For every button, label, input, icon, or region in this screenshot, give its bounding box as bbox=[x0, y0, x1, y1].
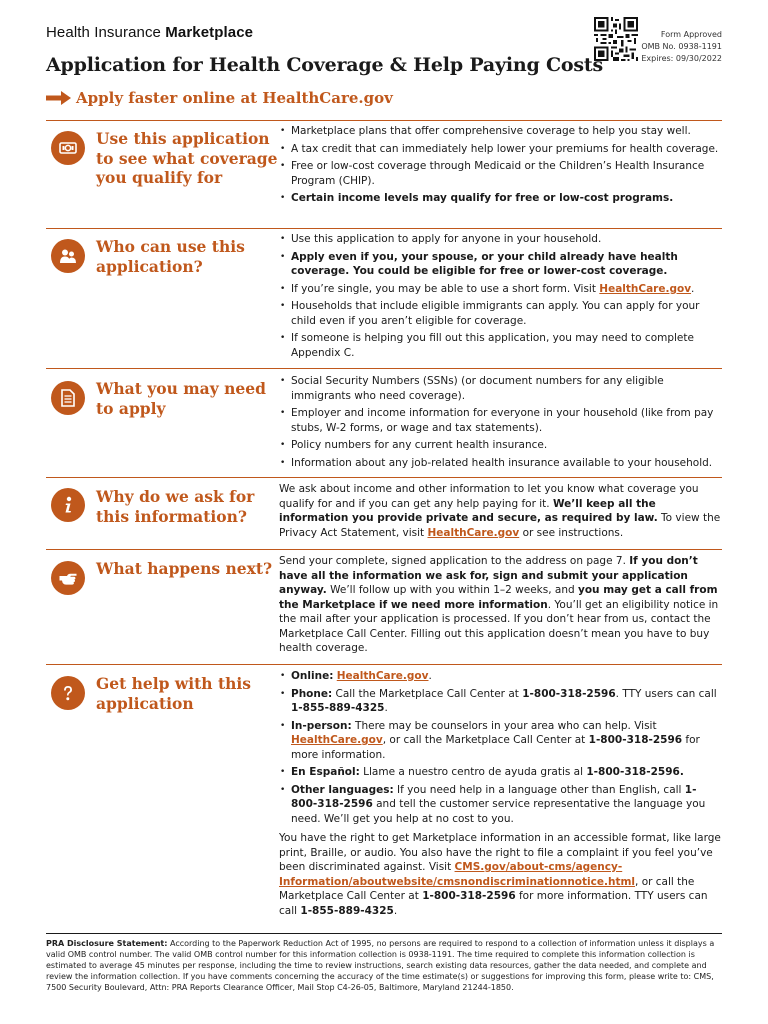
phone-number: 1-800-318-2596 bbox=[422, 890, 516, 902]
text: and tell the customer service representative the language you need. We’ll get you help at no cost to you. bbox=[291, 798, 706, 825]
section-help bbox=[46, 664, 722, 928]
brand-logo bbox=[46, 24, 253, 41]
money-icon bbox=[51, 131, 85, 165]
pra-text: According to the Paperwork Reduction Act of 1995, no persons are required to respond to a collection of information unless it displays a valid OMB control number. The valid OMB control number for this information collection is 0938-1191. The time required to complete this information collection is estimated to average 45 minutes per response, including the time to review instructions, search existing data resources, gather the data needed, and complete and review the information collection. If you have comments concerning the accuracy of the time estimate(s) or suggestions for improving this form, please write to: CMS, 7500 Security Boulevard, Attn: PRA Reports Clearance Officer, Mail Stop C4-26-05, Baltimore, Maryland 21244-1850. bbox=[46, 939, 715, 992]
people-icon bbox=[51, 239, 85, 273]
text: We’ll follow up with you within 1–2 weeks, and bbox=[326, 584, 578, 596]
paragraph bbox=[279, 554, 722, 656]
brand-regular: Health Insurance bbox=[46, 24, 166, 41]
phone-number: 1-800-318-2596 bbox=[588, 734, 683, 746]
text: . bbox=[428, 670, 432, 682]
list-item: • A tax credit that can immediately help lower your premiums for health coverage. bbox=[279, 142, 722, 157]
phone-number: 1-855-889-4325 bbox=[291, 702, 385, 714]
list-item: • Employer and income information for everyone in your household (like from pay stubs, W-2 forms, or wage and tax statements). bbox=[279, 406, 722, 435]
bold-text: Certain income levels may qualify for free or low-cost programs. bbox=[291, 192, 674, 204]
text: . TTY users can call bbox=[615, 687, 717, 700]
text: for more information. bbox=[291, 734, 700, 761]
section-body-help bbox=[279, 669, 722, 918]
section-body-next bbox=[279, 554, 722, 656]
pra-label: PRA Disclosure Statement: bbox=[46, 939, 168, 948]
bold-label: Online: bbox=[291, 670, 334, 682]
info-icon bbox=[51, 488, 85, 522]
text: . bbox=[393, 904, 398, 917]
text: We ask about income and other information to let you know what coverage you qualify for and if you can get any help paying for it. bbox=[279, 483, 699, 510]
list-item: • Social Security Numbers (SSNs) (or document numbers for any eligible immigrants who need coverage). bbox=[279, 374, 722, 403]
bold-text: We’ll keep all the information you provide private and secure, as required by law. bbox=[279, 497, 658, 524]
section-body-why bbox=[279, 482, 722, 540]
paragraph bbox=[279, 831, 722, 918]
phone-number: 1-800-318-2596 bbox=[522, 687, 616, 700]
phone-number: 1-855-889-4325 bbox=[300, 904, 394, 917]
list-item: • Information about any job-related health insurance available to your household. bbox=[279, 456, 722, 471]
text: . bbox=[691, 282, 695, 295]
nondiscrimination-notice-link[interactable]: CMS.gov/about-cms/agency-Information/aboutwebsite/cmsnondiscriminationnotice.html bbox=[279, 861, 636, 888]
text: for more information. TTY users can call bbox=[279, 890, 708, 917]
omb-number: OMB No. 0938-1191 bbox=[641, 42, 722, 51]
bold-text: If you don’t have all the information we ask for, sign and submit your application anyway. bbox=[279, 555, 698, 596]
document-icon bbox=[51, 381, 85, 415]
form-approved-label: Form Approved bbox=[660, 30, 722, 39]
text: You have the right to get Marketplace information in an accessible format, like large print, Braille, or audio. You also have the right to file a complaint if you feel you’ve been discriminated against. Visit bbox=[279, 832, 721, 873]
text: , or call the Marketplace Call Center at bbox=[382, 734, 589, 746]
text: Call the Marketplace Call Center at bbox=[332, 687, 523, 700]
healthcare-gov-link[interactable]: HealthCare.gov bbox=[599, 282, 692, 295]
bold-text: you may get a call from the Marketplace if we need more information bbox=[279, 584, 718, 611]
page-title: Application for Health Coverage & Help Paying Costs bbox=[46, 54, 603, 76]
text: or see instructions. bbox=[519, 526, 624, 539]
section-title-need: What you may need to apply bbox=[96, 379, 266, 418]
list-item bbox=[279, 669, 722, 684]
text: To view the Privacy Act Statement, visit bbox=[279, 512, 721, 539]
section-body-who bbox=[279, 232, 722, 363]
bold-text: Apply even if you, your spouse, or your child already have health coverage. You could be eligible for free or lower-cost coverage. bbox=[291, 250, 678, 277]
healthcare-gov-link[interactable]: HealthCare.gov bbox=[427, 526, 520, 539]
section-title-next: What happens next? bbox=[96, 559, 273, 578]
apply-online-banner bbox=[46, 89, 393, 107]
section-title-who: Who can use this application? bbox=[96, 237, 245, 276]
section-title-coverage: Use this application to see what coverage you qualify for bbox=[96, 129, 278, 187]
bold-label: Phone: bbox=[291, 687, 333, 700]
section-title-help: Get help with this application bbox=[96, 674, 252, 713]
text: Send your complete, signed application to the address on page 7. bbox=[279, 555, 630, 567]
paragraph bbox=[279, 482, 722, 540]
list-item: • Policy numbers for any current health insurance. bbox=[279, 438, 722, 453]
section-body-coverage bbox=[279, 124, 722, 209]
section-who bbox=[46, 228, 722, 368]
pointing-hand-icon bbox=[51, 561, 85, 595]
text: , or call the Marketplace Call Center at bbox=[279, 875, 695, 902]
phone-number: 1-800-318-2596. bbox=[586, 766, 684, 778]
list-item bbox=[279, 191, 722, 206]
list-item: • If someone is helping you fill out this application, you may need to complete Appendix C. bbox=[279, 331, 722, 360]
phone-number: 1-800-318-2596 bbox=[291, 783, 697, 810]
arrow-right-icon bbox=[46, 90, 72, 106]
text: If you’re single, you may be able to use a short form. Visit bbox=[291, 282, 600, 295]
text: . bbox=[384, 702, 388, 714]
section-next bbox=[46, 549, 722, 664]
list-item bbox=[279, 783, 722, 827]
question-icon bbox=[51, 676, 85, 710]
text: . You’ll get an eligibility notice in the mail after your application is processed. If you don’t hear from us, contact the Marketplace Call Center. Filling out this application doesn’t mean you have to buy health coverage. bbox=[279, 598, 719, 654]
section-need bbox=[46, 368, 722, 476]
text: There may be counselors in your area who can help. Visit bbox=[351, 719, 657, 732]
healthcare-gov-link[interactable]: HealthCare.gov bbox=[336, 670, 429, 682]
apply-online-text: Apply faster online at HealthCare.gov bbox=[76, 89, 393, 107]
bold-label: In-person: bbox=[291, 719, 352, 732]
expiration-date: Expires: 09/30/2022 bbox=[641, 54, 722, 63]
section-title-why: Why do we ask for this information? bbox=[96, 487, 255, 526]
list-item bbox=[279, 687, 722, 716]
text: If you need help in a language other than English, call bbox=[393, 783, 685, 796]
list-item: • Free or low-cost coverage through Medicaid or the Children’s Health Insurance Program (CHIP). bbox=[279, 159, 722, 188]
healthcare-gov-link[interactable]: HealthCare.gov bbox=[291, 734, 383, 746]
section-coverage bbox=[46, 120, 722, 228]
brand-bold: Marketplace bbox=[165, 24, 254, 41]
pra-disclosure-statement bbox=[46, 933, 722, 993]
form-approval-info bbox=[641, 29, 722, 65]
section-body-need bbox=[279, 374, 722, 473]
list-item bbox=[279, 765, 722, 780]
list-item: • Households that include eligible immigrants can apply. You can apply for your child even if you aren’t eligible for coverage. bbox=[279, 299, 722, 328]
bold-label: En Español: bbox=[291, 766, 360, 778]
text: Llame a nuestro centro de ayuda gratis al bbox=[359, 766, 587, 778]
list-item bbox=[279, 719, 722, 763]
list-item: • Marketplace plans that offer comprehensive coverage to help you stay well. bbox=[279, 124, 722, 139]
list-item bbox=[279, 250, 722, 279]
list-item: • Use this application to apply for anyone in your household. bbox=[279, 232, 722, 247]
bold-label: Other languages: bbox=[291, 783, 394, 796]
list-item bbox=[279, 282, 722, 297]
section-why bbox=[46, 477, 722, 549]
